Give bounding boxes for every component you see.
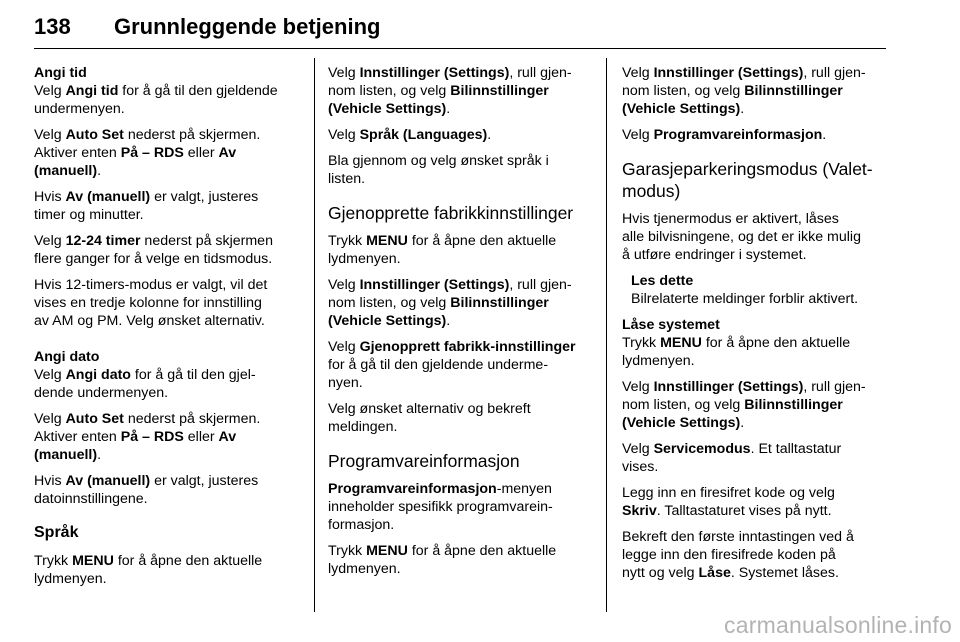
column-2 — [328, 64, 600, 586]
heading-sprak: Språk — [34, 524, 79, 541]
paragraph: Bla gjennom og velg ønsket språk i listen. — [328, 153, 549, 187]
paragraph: Hvis Av (manuell) er valgt, justeres timer og minutter. — [34, 189, 259, 223]
page-header — [34, 10, 886, 50]
paragraph: Trykk MENU for å åpne den aktuelle lydmenyen. — [328, 233, 557, 267]
paragraph: Trykk MENU for å åpne den aktuelle lydmenyen. — [622, 335, 851, 369]
paragraph: Velg Programvareinformasjon. — [622, 127, 827, 143]
heading-valet-modus: Garasjeparkeringsmodus (Valet- modus) — [622, 159, 873, 201]
note-box — [622, 272, 894, 308]
page-title: Grunnleggende betjening — [114, 14, 381, 39]
paragraph: Velg Angi tid for å gå til den gjeldende undermenyen. — [34, 83, 278, 117]
column-1 — [34, 64, 310, 596]
paragraph: Velg Servicemodus. Et talltastatur vises. — [622, 441, 842, 475]
paragraph: Velg ønsket alternativ og bekreft meldingen. — [328, 401, 531, 435]
paragraph: Bekreft den første inntastingen ved å legge inn den firesifrede koden på nytt og velg Låse. Systemet låses. — [622, 529, 854, 581]
heading-lase-systemet: Låse systemet — [622, 317, 720, 333]
paragraph: Velg Auto Set nederst på skjermen. Aktiver enten På – RDS eller Av (manuell). — [34, 411, 261, 463]
paragraph: Velg Innstillinger (Settings), rull gjen- nom listen, og velg Bilinnstillinger (Vehicle Settings). — [328, 277, 572, 329]
heading-programvareinformasjon: Programvareinformasjon — [328, 451, 520, 471]
paragraph: Velg Angi dato for å gå til den gjel- dende undermenyen. — [34, 367, 256, 401]
paragraph: Programvareinformasjon-menyen inneholder spesifikk programvarein- formasjon. — [328, 481, 553, 533]
paragraph: Hvis Av (manuell) er valgt, justeres datoinnstillingene. — [34, 473, 259, 507]
header-rule — [34, 48, 886, 49]
watermark: carmanualsonline.info — [724, 612, 952, 638]
paragraph: Hvis 12-timers-modus er valgt, vil det vises en tredje kolonne for innstilling av AM og PM. Velg ønsket alternativ. — [34, 277, 268, 329]
column-3 — [622, 64, 894, 590]
page-number: 138 — [34, 14, 71, 39]
heading-fabrikkinnstillinger: Gjenopprette fabrikkinnstillinger — [328, 203, 574, 223]
column-divider-1 — [314, 58, 315, 612]
paragraph: Trykk MENU for å åpne den aktuelle lydmenyen. — [328, 543, 557, 577]
paragraph: Hvis tjenermodus er aktivert, låses alle bilvisningene, og det er ikke mulig å utføre endringer i systemet. — [622, 211, 861, 263]
note-title: Les dette — [631, 273, 694, 289]
paragraph: Velg Innstillinger (Settings), rull gjen- nom listen, og velg Bilinnstillinger (Vehicle Settings). — [328, 65, 572, 117]
paragraph: Velg Gjenopprett fabrikk-innstillinger for å gå til den gjeldende underme- nyen. — [328, 339, 576, 391]
paragraph: Trykk MENU for å åpne den aktuelle lydmenyen. — [34, 553, 263, 587]
note-text: Bilrelaterte meldinger forblir aktivert. — [631, 291, 859, 307]
heading-angi-tid: Angi tid — [34, 65, 87, 81]
paragraph: Velg Innstillinger (Settings), rull gjen- nom listen, og velg Bilinnstillinger (Vehicle Settings). — [622, 379, 866, 431]
paragraph: Velg Innstillinger (Settings), rull gjen- nom listen, og velg Bilinnstillinger (Vehicle Settings). — [622, 65, 866, 117]
paragraph: Velg 12-24 timer nederst på skjermen flere ganger for å velge en tidsmodus. — [34, 233, 273, 267]
paragraph: Velg Språk (Languages). — [328, 127, 492, 143]
paragraph: Legg inn en firesifret kode og velg Skriv. Talltastaturet vises på nytt. — [622, 485, 835, 519]
paragraph: Velg Auto Set nederst på skjermen. Aktiver enten På – RDS eller Av (manuell). — [34, 127, 261, 179]
column-divider-2 — [606, 58, 607, 612]
heading-angi-dato: Angi dato — [34, 349, 100, 365]
